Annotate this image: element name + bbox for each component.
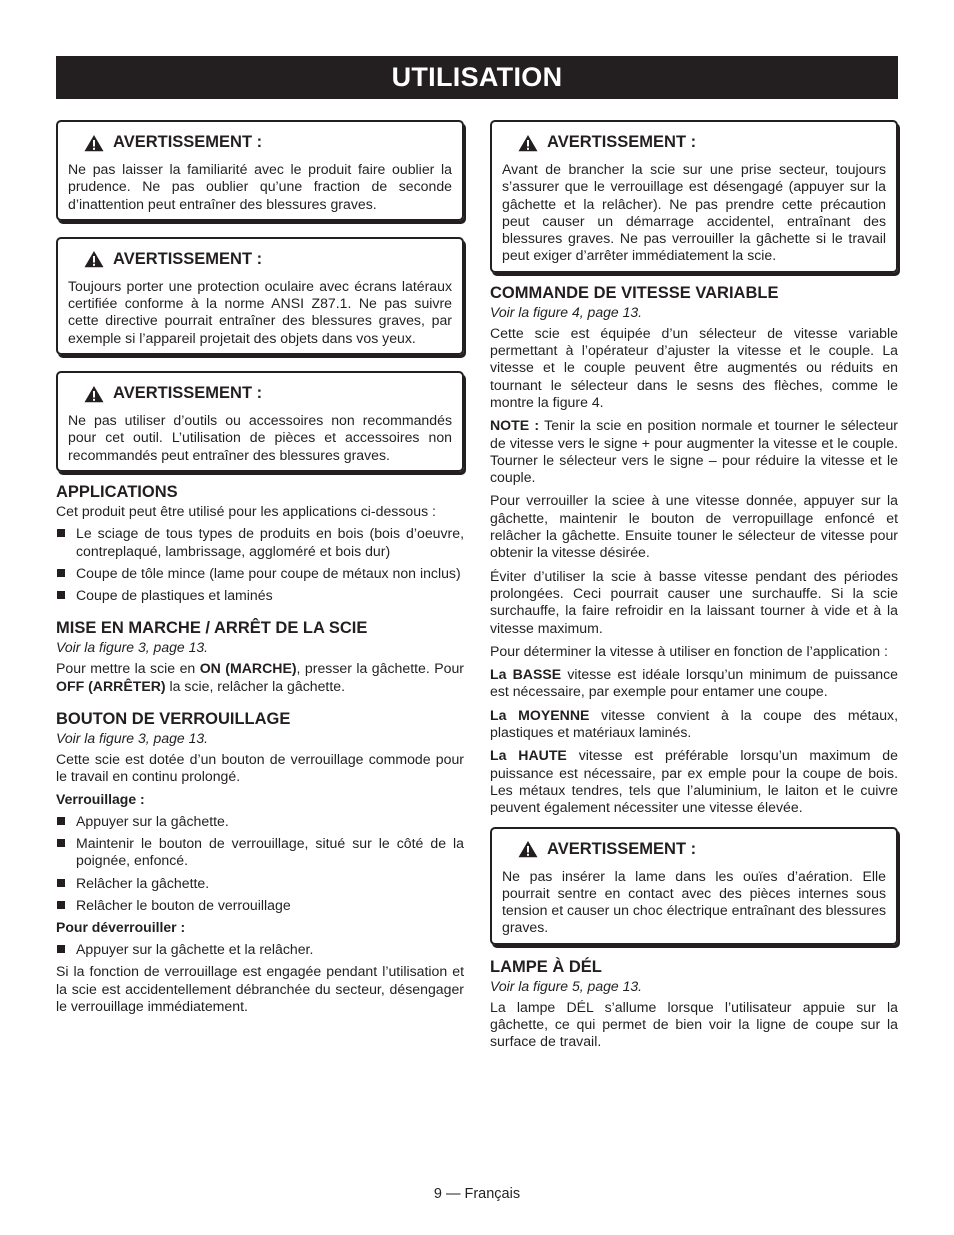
page-footer: 9 — Français bbox=[433, 1186, 521, 1202]
section-heading: COMMANDE DE VITESSE VARIABLE bbox=[490, 283, 779, 302]
speed-paragraph: Cette scie est équipée d’un sélecteur de vitesse variable permettant à l’opérateur d’ajuster la vitesse et le couple. La vitesse et le couple peuvent être augmentés ou réduits en tournant le sélecteur dans le sesns des flèches, comme le montre la figure 4. bbox=[490, 324, 898, 410]
applications-intro: Cet produit peut être utilisé pour les applications ci-dessous : bbox=[56, 502, 436, 519]
applications-section bbox=[56, 482, 464, 604]
warning-text: Ne pas insérer la lame dans les ouïes d’aération. Elle pourrait sentre en contact avec des pièces internes sous tension et causer un choc électrique entraînant des blessures graves. bbox=[502, 867, 886, 936]
led-text: La lampe DÉL s’allume lorsque l’utilisateur appuie sur la gâchette, ce qui permet de bien voir la ligne de coupe sur la surface de travail. bbox=[490, 998, 898, 1050]
section-heading: BOUTON DE VERROUILLAGE bbox=[56, 710, 291, 729]
lock-closing: Si la fonction de verrouillage est engagée pendant l’utilisation et la scie est accidentellement débranchée du secteur, désengager le verrouillage immédiatement. bbox=[56, 963, 464, 1015]
list-item: Coupe de tôle mince (lame pour coupe de métaux non inclus) bbox=[56, 565, 464, 582]
variable-speed-section bbox=[490, 283, 898, 817]
figure-reference: Voir la figure 5, page 13. bbox=[490, 977, 643, 994]
left-column bbox=[56, 120, 464, 1020]
warning-label: AVERTISSEMENT : bbox=[547, 839, 697, 858]
warning-box-familiarity bbox=[56, 120, 464, 221]
lock-steps-list bbox=[56, 813, 464, 914]
applications-list bbox=[56, 525, 464, 604]
start-stop-section bbox=[56, 618, 464, 695]
lock-button-section bbox=[56, 709, 464, 1015]
lock-subheading: Verrouillage : bbox=[56, 790, 145, 807]
figure-reference: Voir la figure 3, page 13. bbox=[56, 730, 209, 747]
speed-high: La HAUTE vitesse est préférable lorsqu’un maximum de puissance est nécessaire, par ex emple pour la coupe de bois. Les métaux tendres, tels que l’aluminium, le laiton et le cuivre peuvent également nécessiter une vitesse élevée. bbox=[490, 747, 898, 816]
warning-box-vents bbox=[490, 827, 898, 945]
speed-medium: La MOYENNE vitesse convient à la coupe des métaux, plastiques et matériaux laminés. bbox=[490, 706, 898, 741]
list-item: Coupe de plastiques et laminés bbox=[56, 587, 464, 604]
warning-box-plug-in bbox=[490, 120, 898, 273]
section-heading: APPLICATIONS bbox=[56, 482, 178, 501]
speed-paragraph: Pour verrouiller la sciee à une vitesse donnée, appuyer sur la gâchette, maintenir le bouton de verropuillage enfoncé et relâcher la gâchette. Ensuite touner le sélecteur de vitesse pour obtenir la vitesse désirée. bbox=[490, 492, 898, 561]
section-heading: LAMPE À DÉL bbox=[490, 957, 602, 976]
start-stop-text: Pour mettre la scie en ON (MARCHE), presser la gâchette. Pour OFF (ARRÊTER) la scie, relâcher la gâchette. bbox=[56, 660, 465, 694]
warning-text: Ne pas utiliser d’outils ou accessoires non recommandés pour cet outil. L’utilisation de pièces et accessoires non recommandés peut entraîner des blessures graves. bbox=[68, 412, 452, 463]
list-item: Le sciage de tous types de produits en bois (bois d’oeuvre, contreplaqué, lambrissage, aggloméré et bois dur) bbox=[56, 525, 464, 560]
right-column bbox=[490, 120, 898, 1057]
page-title-banner: UTILISATION bbox=[56, 56, 898, 99]
unlock-steps-list bbox=[56, 941, 464, 958]
warning-triangle-icon bbox=[518, 134, 538, 152]
warning-label: AVERTISSEMENT : bbox=[113, 133, 263, 151]
warning-label: AVERTISSEMENT : bbox=[113, 384, 263, 403]
warning-triangle-icon bbox=[518, 840, 538, 858]
figure-reference: Voir la figure 3, page 13. bbox=[56, 639, 209, 656]
lock-intro: Cette scie est dotée d’un bouton de verrouillage commode pour le travail en continu prolongé. bbox=[56, 751, 464, 785]
warning-text: Avant de brancher la scie sur une prise secteur, toujours s’assurer que le verrouillage est désengagé (appuyer sur la gâchette et la relâcher). Ne pas prendre cette précaution peut causer un démarrage accidentel, entraînant des blessures graves. Ne pas verrouiller la gâchette si le travail peut exiger d’arrêter immédiatement la scie. bbox=[502, 161, 886, 264]
list-item: Maintenir le bouton de verrouillage, situé sur le côté de la poignée, enfoncé. bbox=[56, 835, 464, 870]
warning-text: Ne pas laisser la familiarité avec le produit faire oublier la prudence. Ne pas oublier qu’une fraction de seconde d’inattention peut entraîner des blessures graves. bbox=[68, 161, 452, 212]
list-item: Appuyer sur la gâchette. bbox=[56, 813, 464, 830]
figure-reference: Voir la figure 4, page 13. bbox=[490, 303, 643, 320]
warning-triangle-icon bbox=[84, 250, 104, 268]
speed-paragraph: Pour déterminer la vitesse à utiliser en fonction de l’application : bbox=[490, 642, 888, 659]
warning-box-eye-protection bbox=[56, 237, 464, 355]
list-item: Appuyer sur la gâchette et la relâcher. bbox=[56, 941, 464, 958]
section-heading: MISE EN MARCHE / ARRÊT DE LA SCIE bbox=[56, 619, 368, 638]
warning-label: AVERTISSEMENT : bbox=[547, 133, 697, 151]
speed-note: NOTE : Tenir la scie en position normale et tourner le sélecteur de vitesse vers le signe + pour augmenter la vitesse et le couple. Tourner le sélecteur vers le signe – pour réduire la vitesse et le couple. bbox=[490, 417, 898, 486]
warning-triangle-icon bbox=[84, 385, 104, 403]
led-lamp-section bbox=[490, 957, 898, 1051]
list-item: Relâcher la gâchette. bbox=[56, 875, 464, 892]
warning-label: AVERTISSEMENT : bbox=[113, 249, 263, 268]
warning-text: Toujours porter une protection oculaire avec écrans latéraux certifiée conforme à la norme ANSI Z87.1. Ne pas suivre cette directive pourrait entraîner des blessures graves, par exemple si l’appareil projetait des objets dans vos yeux. bbox=[68, 277, 452, 346]
speed-low: La BASSE vitesse est idéale lorsqu’un minimum de puissance est nécessaire, par exemple pour entamer une coupe. bbox=[490, 666, 899, 700]
warning-box-accessories bbox=[56, 371, 464, 472]
unlock-subheading: Pour déverrouiller : bbox=[56, 919, 186, 936]
list-item: Relâcher le bouton de verrouillage bbox=[56, 897, 464, 914]
warning-triangle-icon bbox=[84, 134, 104, 152]
speed-paragraph: Éviter d’utiliser la scie à basse vitesse pendant des périodes prolongées. Ceci pourrait causer une surchauffe. Si la scie surchauffe, la faire refroidir en la laissant tourner à vide et à la vitesse maximum. bbox=[490, 567, 898, 636]
